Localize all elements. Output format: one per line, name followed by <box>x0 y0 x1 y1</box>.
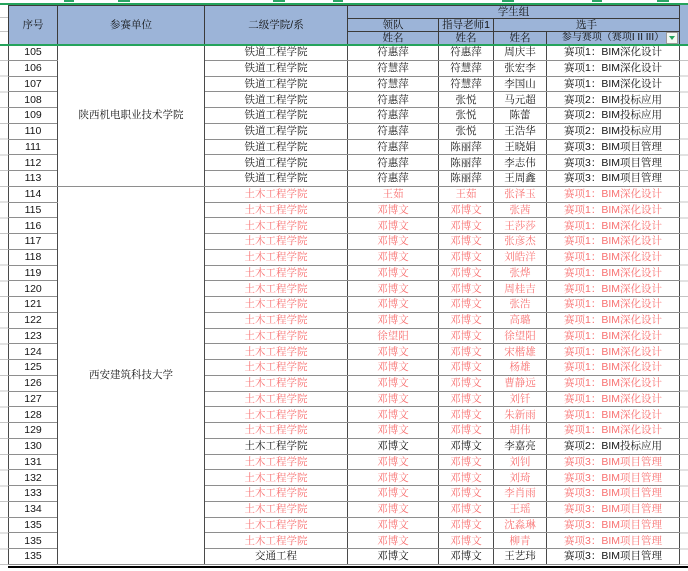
row-number[interactable]: 134 <box>9 501 58 517</box>
leader[interactable]: 邓博文 <box>348 454 439 470</box>
header-advisor-name[interactable]: 姓名 <box>439 32 494 45</box>
unit-cell[interactable]: 西安建筑科技大学 <box>58 186 205 564</box>
student[interactable]: 张烨 <box>494 265 547 281</box>
advisor[interactable]: 邓博文 <box>439 517 494 533</box>
leader[interactable]: 王茹 <box>348 186 439 202</box>
gridline <box>0 17 8 18</box>
row-number[interactable]: 128 <box>9 407 58 423</box>
advisor[interactable]: 邓博文 <box>439 470 494 486</box>
row-number[interactable]: 124 <box>9 344 58 360</box>
student[interactable]: 朱新雨 <box>494 407 547 423</box>
student[interactable]: 胡伟 <box>494 423 547 439</box>
leader[interactable]: 符惠萍 <box>348 108 439 124</box>
college[interactable]: 土木工程学院 <box>205 375 348 391</box>
college[interactable]: 土木工程学院 <box>205 533 348 549</box>
student[interactable]: 张浩 <box>494 297 547 313</box>
advisor[interactable]: 邓博文 <box>439 281 494 297</box>
college[interactable]: 土木工程学院 <box>205 407 348 423</box>
college[interactable]: 土木工程学院 <box>205 328 348 344</box>
event[interactable]: 赛项1：BIM深化设计 <box>547 312 680 328</box>
student[interactable]: 李嘉亮 <box>494 438 547 454</box>
event[interactable]: 赛项3：BIM项目管理 <box>547 517 680 533</box>
right-partial-column-header <box>680 5 688 44</box>
college[interactable]: 土木工程学院 <box>205 234 348 250</box>
advisor[interactable]: 陈丽萍 <box>439 139 494 155</box>
advisor[interactable]: 邓博文 <box>439 234 494 250</box>
college[interactable]: 土木工程学院 <box>205 423 348 439</box>
student[interactable]: 王浩华 <box>494 123 547 139</box>
header-student-name[interactable]: 姓名 <box>494 32 547 45</box>
marquee-dash <box>592 0 602 2</box>
college[interactable]: 土木工程学院 <box>205 312 348 328</box>
advisor[interactable]: 邓博文 <box>439 454 494 470</box>
table-row <box>9 45 680 61</box>
advisor[interactable]: 邓博文 <box>439 360 494 376</box>
advisor[interactable]: 符慧萍 <box>439 60 494 76</box>
advisor[interactable]: 张悦 <box>439 123 494 139</box>
header-leader-name[interactable]: 姓名 <box>348 32 439 45</box>
student[interactable]: 高璐 <box>494 312 547 328</box>
row-number[interactable]: 107 <box>9 76 58 92</box>
leader[interactable]: 符惠萍 <box>348 171 439 187</box>
leader[interactable]: 邓博文 <box>348 234 439 250</box>
student[interactable]: 王晓娟 <box>494 139 547 155</box>
marquee-dash <box>118 0 130 2</box>
college[interactable]: 铁道工程学院 <box>205 92 348 108</box>
row-number[interactable]: 113 <box>9 171 58 187</box>
college[interactable]: 土木工程学院 <box>205 360 348 376</box>
row-number[interactable]: 116 <box>9 218 58 234</box>
leader[interactable]: 邓博文 <box>348 249 439 265</box>
event[interactable]: 赛项3：BIM项目管理 <box>547 549 680 565</box>
leader[interactable]: 邓博文 <box>348 297 439 313</box>
filter-dropdown-button[interactable] <box>666 32 678 44</box>
event[interactable]: 赛项1：BIM深化设计 <box>547 202 680 218</box>
advisor[interactable]: 邓博文 <box>439 486 494 502</box>
leader[interactable]: 邓博文 <box>348 470 439 486</box>
leader[interactable]: 符惠萍 <box>348 123 439 139</box>
table-bottom-border <box>8 566 688 568</box>
leader[interactable]: 符惠萍 <box>348 92 439 108</box>
student[interactable]: 陈蕾 <box>494 108 547 124</box>
row-number[interactable]: 130 <box>9 438 58 454</box>
row-number[interactable]: 121 <box>9 297 58 313</box>
leader[interactable]: 邓博文 <box>348 391 439 407</box>
advisor[interactable]: 邓博文 <box>439 407 494 423</box>
leader[interactable]: 邓博文 <box>348 218 439 234</box>
advisor[interactable]: 邓博文 <box>439 265 494 281</box>
student[interactable]: 周桂吉 <box>494 281 547 297</box>
row-number[interactable]: 135 <box>9 533 58 549</box>
leader[interactable]: 邓博文 <box>348 360 439 376</box>
advisor[interactable]: 邓博文 <box>439 391 494 407</box>
leader[interactable]: 邓博文 <box>348 407 439 423</box>
student[interactable]: 张宏李 <box>494 60 547 76</box>
advisor[interactable]: 邓博文 <box>439 423 494 439</box>
leader[interactable]: 邓博文 <box>348 549 439 565</box>
advisor[interactable]: 张悦 <box>439 92 494 108</box>
event[interactable]: 赛项1：BIM深化设计 <box>547 60 680 76</box>
selection-border-header-bottom <box>0 44 688 46</box>
row-number[interactable]: 117 <box>9 234 58 250</box>
row-number[interactable]: 129 <box>9 423 58 439</box>
college[interactable]: 铁道工程学院 <box>205 76 348 92</box>
row-number[interactable]: 118 <box>9 249 58 265</box>
leader[interactable]: 邓博文 <box>348 486 439 502</box>
row-number[interactable]: 127 <box>9 391 58 407</box>
college[interactable]: 铁道工程学院 <box>205 108 348 124</box>
leader[interactable]: 符慧萍 <box>348 60 439 76</box>
college[interactable]: 铁道工程学院 <box>205 155 348 171</box>
student[interactable]: 刘钊 <box>494 454 547 470</box>
advisor[interactable]: 邓博文 <box>439 202 494 218</box>
event[interactable]: 赛项2：BIM投标应用 <box>547 123 680 139</box>
row-number[interactable]: 111 <box>9 139 58 155</box>
advisor[interactable]: 陈丽萍 <box>439 155 494 171</box>
advisor[interactable]: 符慧萍 <box>439 76 494 92</box>
event[interactable]: 赛项1：BIM深化设计 <box>547 360 680 376</box>
event[interactable]: 赛项3：BIM项目管理 <box>547 533 680 549</box>
row-number[interactable]: 123 <box>9 328 58 344</box>
student[interactable]: 柳青 <box>494 533 547 549</box>
leader[interactable]: 邓博文 <box>348 501 439 517</box>
leader[interactable]: 符惠萍 <box>348 155 439 171</box>
selection-border-top <box>0 3 688 5</box>
college[interactable]: 铁道工程学院 <box>205 60 348 76</box>
event[interactable]: 赛项3：BIM项目管理 <box>547 155 680 171</box>
row-number[interactable]: 133 <box>9 486 58 502</box>
row-number[interactable]: 115 <box>9 202 58 218</box>
row-number[interactable]: 109 <box>9 108 58 124</box>
row-number[interactable]: 135 <box>9 517 58 533</box>
unit-cell[interactable]: 陕西机电职业技术学院 <box>58 45 205 187</box>
row-number[interactable]: 112 <box>9 155 58 171</box>
chevron-down-icon <box>669 36 675 40</box>
college[interactable]: 土木工程学院 <box>205 202 348 218</box>
student[interactable]: 王周鑫 <box>494 171 547 187</box>
leader[interactable]: 邓博文 <box>348 344 439 360</box>
college[interactable]: 土木工程学院 <box>205 517 348 533</box>
leader[interactable]: 邓博文 <box>348 533 439 549</box>
row-number[interactable]: 120 <box>9 281 58 297</box>
table-body <box>9 45 680 565</box>
marquee-dash <box>273 0 285 2</box>
event[interactable]: 赛项1：BIM深化设计 <box>547 281 680 297</box>
leader[interactable]: 邓博文 <box>348 265 439 281</box>
header-advisor[interactable]: 指导老师1 <box>439 19 494 32</box>
competition-roster-table <box>8 5 680 565</box>
college[interactable]: 土木工程学院 <box>205 297 348 313</box>
event[interactable]: 赛项1：BIM深化设计 <box>547 407 680 423</box>
college[interactable]: 土木工程学院 <box>205 265 348 281</box>
event[interactable]: 赛项1：BIM深化设计 <box>547 45 680 61</box>
student[interactable]: 刘钎 <box>494 391 547 407</box>
leader[interactable]: 符惠萍 <box>348 45 439 61</box>
student[interactable]: 沈淼琳 <box>494 517 547 533</box>
student[interactable]: 刘琦 <box>494 470 547 486</box>
leader[interactable]: 邓博文 <box>348 438 439 454</box>
header-contestant[interactable]: 选手 <box>494 19 680 32</box>
event[interactable]: 赛项3：BIM项目管理 <box>547 470 680 486</box>
event[interactable]: 赛项1：BIM深化设计 <box>547 344 680 360</box>
student[interactable]: 李国山 <box>494 76 547 92</box>
event[interactable]: 赛项3：BIM项目管理 <box>547 486 680 502</box>
college[interactable]: 土木工程学院 <box>205 391 348 407</box>
row-number[interactable]: 106 <box>9 60 58 76</box>
event[interactable]: 赛项1：BIM深化设计 <box>547 218 680 234</box>
college[interactable]: 土木工程学院 <box>205 454 348 470</box>
student[interactable]: 马元超 <box>494 92 547 108</box>
header-event[interactable] <box>547 32 680 45</box>
leader[interactable]: 徐望阳 <box>348 328 439 344</box>
advisor[interactable]: 邓博文 <box>439 533 494 549</box>
advisor[interactable]: 邓博文 <box>439 328 494 344</box>
student[interactable]: 张泽玉 <box>494 186 547 202</box>
leader[interactable]: 邓博文 <box>348 375 439 391</box>
event[interactable]: 赛项3：BIM项目管理 <box>547 454 680 470</box>
leader[interactable]: 符慧萍 <box>348 76 439 92</box>
advisor[interactable]: 邓博文 <box>439 375 494 391</box>
marquee-dash <box>657 0 669 2</box>
event[interactable]: 赛项1：BIM深化设计 <box>547 375 680 391</box>
advisor[interactable]: 张悦 <box>439 108 494 124</box>
row-number[interactable]: 122 <box>9 312 58 328</box>
event[interactable]: 赛项2：BIM投标应用 <box>547 108 680 124</box>
student[interactable]: 王艺玮 <box>494 549 547 565</box>
leader[interactable]: 邓博文 <box>348 281 439 297</box>
marquee-dash <box>333 0 343 2</box>
event[interactable]: 赛项3：BIM项目管理 <box>547 501 680 517</box>
gridline <box>0 31 8 32</box>
header-event-label: 参与赛项（赛项I II III） <box>561 32 665 43</box>
header-leader[interactable]: 领队 <box>348 19 439 32</box>
college[interactable]: 土木工程学院 <box>205 486 348 502</box>
event[interactable]: 赛项1：BIM深化设计 <box>547 265 680 281</box>
row-number[interactable]: 132 <box>9 470 58 486</box>
row-number[interactable]: 110 <box>9 123 58 139</box>
marquee-dash <box>64 0 74 2</box>
student[interactable]: 王莎莎 <box>494 218 547 234</box>
header-student-group[interactable]: 学生组 <box>348 6 680 19</box>
leader[interactable]: 邓博文 <box>348 517 439 533</box>
college[interactable]: 铁道工程学院 <box>205 45 348 61</box>
college[interactable]: 土木工程学院 <box>205 281 348 297</box>
student[interactable]: 张彦杰 <box>494 234 547 250</box>
row-number[interactable]: 131 <box>9 454 58 470</box>
student[interactable]: 杨雄 <box>494 360 547 376</box>
leader[interactable]: 邓博文 <box>348 312 439 328</box>
advisor[interactable]: 邓博文 <box>439 218 494 234</box>
event[interactable]: 赛项1：BIM深化设计 <box>547 249 680 265</box>
student[interactable]: 张茜 <box>494 202 547 218</box>
college[interactable]: 土木工程学院 <box>205 438 348 454</box>
marquee-dash <box>502 0 514 2</box>
row-number[interactable]: 105 <box>9 45 58 61</box>
event[interactable]: 赛项1：BIM深化设计 <box>547 328 680 344</box>
event[interactable]: 赛项1：BIM深化设计 <box>547 234 680 250</box>
leader[interactable]: 符惠萍 <box>348 139 439 155</box>
event[interactable]: 赛项1：BIM深化设计 <box>547 186 680 202</box>
event[interactable]: 赛项1：BIM深化设计 <box>547 76 680 92</box>
leader[interactable]: 邓博文 <box>348 423 439 439</box>
row-number[interactable]: 114 <box>9 186 58 202</box>
row-number[interactable]: 135 <box>9 549 58 565</box>
event[interactable]: 赛项1：BIM深化设计 <box>547 297 680 313</box>
college[interactable]: 土木工程学院 <box>205 186 348 202</box>
event[interactable]: 赛项1：BIM深化设计 <box>547 423 680 439</box>
event[interactable]: 赛项3：BIM项目管理 <box>547 139 680 155</box>
student[interactable]: 徐望阳 <box>494 328 547 344</box>
student[interactable]: 王瑶 <box>494 501 547 517</box>
row-number[interactable]: 119 <box>9 265 58 281</box>
college[interactable]: 土木工程学院 <box>205 344 348 360</box>
header-college[interactable]: 二级学院/系 <box>205 6 348 45</box>
college[interactable]: 铁道工程学院 <box>205 139 348 155</box>
row-number[interactable]: 108 <box>9 92 58 108</box>
row-number[interactable]: 125 <box>9 360 58 376</box>
header-no[interactable]: 序号 <box>9 6 58 45</box>
college[interactable]: 土木工程学院 <box>205 249 348 265</box>
college[interactable]: 土木工程学院 <box>205 501 348 517</box>
advisor[interactable]: 邓博文 <box>439 312 494 328</box>
table-header <box>9 6 680 45</box>
college[interactable]: 土木工程学院 <box>205 470 348 486</box>
college[interactable]: 交通工程 <box>205 549 348 565</box>
table-row <box>9 186 680 202</box>
advisor[interactable]: 邓博文 <box>439 438 494 454</box>
college[interactable]: 土木工程学院 <box>205 218 348 234</box>
advisor[interactable]: 邓博文 <box>439 549 494 565</box>
advisor[interactable]: 邓博文 <box>439 501 494 517</box>
student[interactable]: 刘皓洋 <box>494 249 547 265</box>
student[interactable]: 李肖雨 <box>494 486 547 502</box>
header-unit[interactable]: 参赛单位 <box>58 6 205 45</box>
event[interactable]: 赛项3：BIM项目管理 <box>547 171 680 187</box>
advisor[interactable]: 王茹 <box>439 186 494 202</box>
advisor[interactable]: 邓博文 <box>439 297 494 313</box>
event[interactable]: 赛项1：BIM深化设计 <box>547 391 680 407</box>
event[interactable]: 赛项2：BIM投标应用 <box>547 438 680 454</box>
student[interactable]: 李志伟 <box>494 155 547 171</box>
left-partial-column <box>0 45 8 565</box>
advisor[interactable]: 邓博文 <box>439 344 494 360</box>
student[interactable]: 曹静远 <box>494 375 547 391</box>
student[interactable]: 宋楷雄 <box>494 344 547 360</box>
right-partial-column <box>680 45 688 565</box>
student[interactable]: 周庆丰 <box>494 45 547 61</box>
advisor[interactable]: 陈丽萍 <box>439 171 494 187</box>
college[interactable]: 铁道工程学院 <box>205 123 348 139</box>
college[interactable]: 铁道工程学院 <box>205 171 348 187</box>
row-number[interactable]: 126 <box>9 375 58 391</box>
event[interactable]: 赛项2：BIM投标应用 <box>547 92 680 108</box>
leader[interactable]: 邓博文 <box>348 202 439 218</box>
advisor[interactable]: 符惠萍 <box>439 45 494 61</box>
advisor[interactable]: 邓博文 <box>439 249 494 265</box>
